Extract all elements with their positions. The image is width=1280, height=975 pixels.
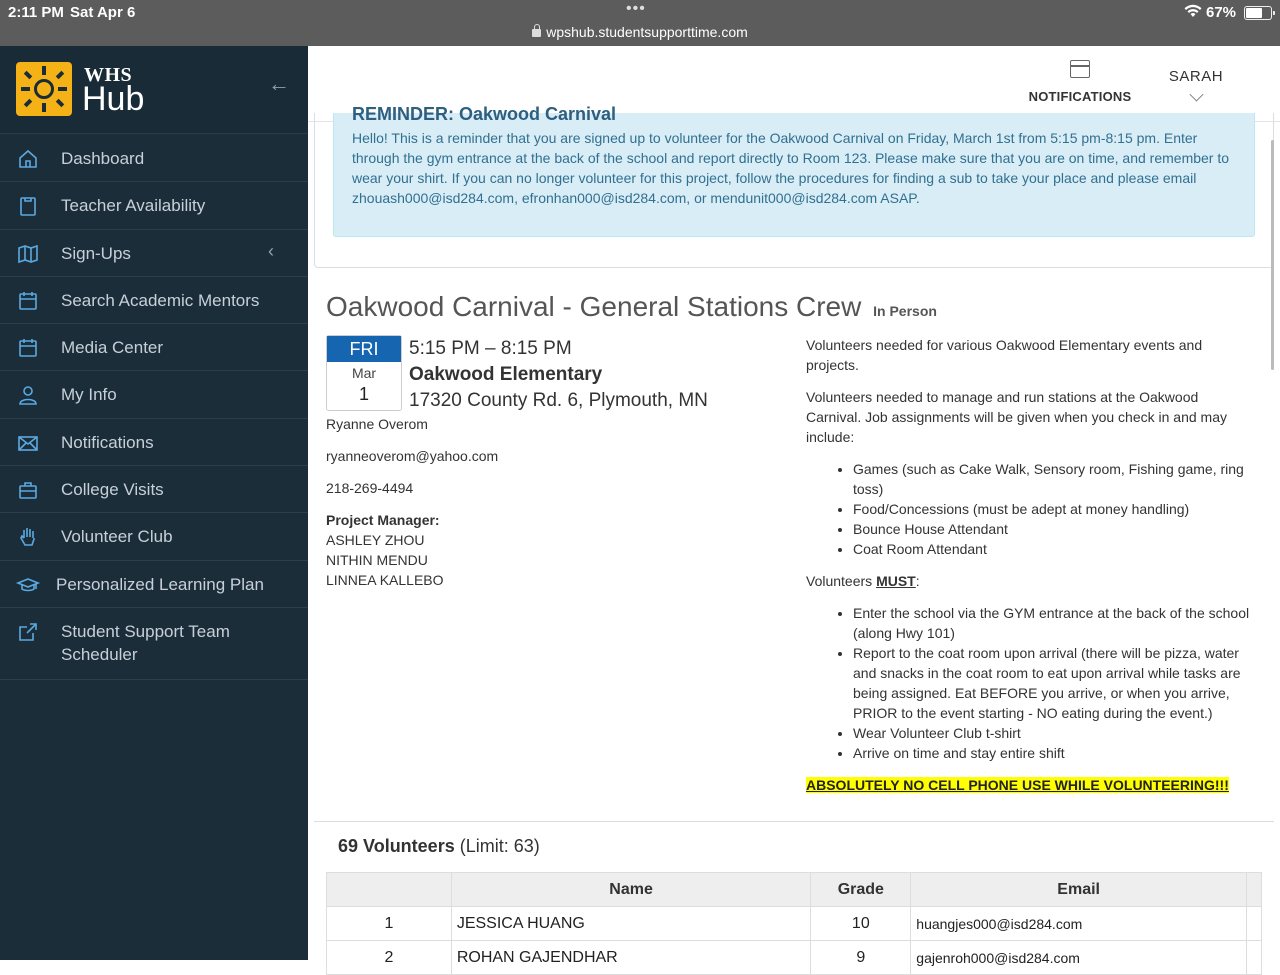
map-icon — [17, 243, 39, 265]
volunteer-count: 69 Volunteers — [338, 836, 455, 856]
project-manager-name: LINNEA KALLEBO — [326, 572, 444, 588]
sidebar-item-label: Dashboard — [61, 149, 145, 168]
briefcase-icon — [17, 479, 39, 501]
project-manager-name: NITHIN MENDU — [326, 552, 428, 568]
row-number: 2 — [327, 941, 452, 975]
sidebar-item-label: Personalized Learning Plan — [56, 574, 264, 594]
must-word: MUST — [876, 573, 916, 589]
status-date: Sat Apr 6 — [70, 4, 136, 21]
sidebar-item-sign-ups[interactable] — [0, 230, 308, 277]
sidebar-item-student-support-team-scheduler[interactable] — [0, 608, 308, 680]
calendar-icon — [17, 290, 39, 312]
event-description — [806, 335, 1256, 807]
volunteer-name: JESSICA HUANG — [451, 907, 811, 941]
brand — [0, 46, 308, 134]
sidebar-item-notifications[interactable] — [0, 419, 308, 466]
table-scroll-gutter — [1247, 873, 1262, 907]
event-tag: In Person — [873, 303, 937, 319]
list-item: • Arrive on time and stay entire shift — [853, 743, 1256, 763]
sidebar-item-label: Teacher Availability — [61, 196, 206, 216]
sidebar-item-label: Notifications — [61, 432, 154, 452]
description-paragraph: Volunteers needed for various Oakwood Elementary events and projects. — [806, 337, 1203, 373]
event-address: 17320 County Rd. 6, Plymouth, MN — [409, 390, 708, 411]
sidebar-item-college-visits[interactable] — [0, 466, 308, 513]
sidebar-item-my-info[interactable] — [0, 371, 308, 418]
table-row[interactable] — [327, 907, 1262, 941]
sidebar-item-personalized-learning-plan[interactable] — [0, 561, 308, 608]
hand-icon — [17, 526, 39, 548]
volunteer-name: ROHAN GAJENDHAR — [451, 941, 811, 975]
event-title — [326, 291, 937, 323]
list-item: • Report to the coat room upon arrival (there will be pizza, water and snacks in the coat room to eat upon arrival while tasks are being assigned. Eat BEFORE you arrive, or when you arrive, PRIOR to the event starting - NO eating during the event.) — [853, 643, 1256, 723]
rules-list — [806, 603, 1256, 763]
list-item: • Enter the school via the GYM entrance at the back of the school (along Hwy 101) — [853, 603, 1256, 643]
column-header-number[interactable] — [327, 873, 452, 907]
table-row[interactable] — [327, 941, 1262, 975]
sidebar-item-search-academic-mentors[interactable] — [0, 277, 308, 324]
volunteer-limit: (Limit: 63) — [459, 836, 540, 856]
clipboard-icon — [17, 195, 39, 217]
brand-line2: Hub — [82, 80, 145, 118]
column-header-grade[interactable]: Grade — [811, 873, 911, 907]
date-badge — [326, 335, 402, 411]
main-content — [308, 104, 1280, 966]
battery-fill — [1246, 8, 1262, 18]
graduation-cap-icon — [17, 574, 39, 596]
project-manager-label: Project Manager: — [326, 512, 440, 528]
contact-email[interactable]: ryanneoverom@yahoo.com — [326, 448, 499, 464]
sidebar-nav — [0, 135, 308, 680]
must-suffix: : — [915, 573, 920, 589]
sidebar-item-media-center[interactable] — [0, 324, 308, 371]
event-title-text: Oakwood Carnival - General Stations Crew — [326, 291, 862, 322]
project-manager-name: ASHLEY ZHOU — [326, 532, 425, 548]
must-prefix: Volunteers — [806, 573, 877, 589]
address-bar[interactable] — [0, 24, 1280, 40]
list-item: • Food/Concessions (must be adept at money handling) — [853, 499, 1256, 519]
list-item: • Coat Room Attendant — [853, 539, 1256, 559]
sidebar-item-teacher-availability[interactable] — [0, 182, 308, 229]
reminder-card — [314, 104, 1274, 268]
wifi-icon — [1184, 4, 1202, 21]
event-location: Oakwood Elementary — [409, 364, 603, 385]
user-menu[interactable] — [1166, 68, 1226, 100]
reminder-alert — [333, 104, 1255, 237]
sidebar-item-label: Search Academic Mentors — [61, 290, 260, 310]
page-scrollbar[interactable] — [1271, 140, 1274, 370]
calendar-icon — [1070, 60, 1090, 78]
external-link-icon — [17, 621, 39, 643]
volunteer-grade: 9 — [811, 941, 911, 975]
url-text: wpshub.studentsupporttime.com — [546, 24, 748, 40]
sidebar-item-label: Sign-Ups — [61, 243, 131, 263]
table-header-row — [327, 873, 1262, 907]
event-time: 5:15 PM – 8:15 PM — [409, 338, 572, 359]
date-day: 1 — [358, 384, 369, 404]
lock-icon — [532, 29, 541, 37]
date-dow: FRI — [327, 336, 401, 362]
sidebar — [0, 46, 308, 960]
volunteer-email: gajenroh000@isd284.com — [911, 941, 1247, 975]
sidebar-item-dashboard[interactable] — [0, 135, 308, 182]
must-heading — [806, 571, 1256, 591]
sidebar-item-label: Student Support Team Scheduler — [61, 621, 230, 664]
status-bar — [0, 0, 1280, 46]
sidebar-item-label: Volunteer Club — [61, 527, 173, 547]
user-name: SARAH — [1168, 68, 1224, 85]
notifications-label: NOTIFICATIONS — [1028, 89, 1132, 104]
battery-icon — [1244, 6, 1272, 20]
list-item: • Wear Volunteer Club t-shirt — [853, 723, 1256, 743]
column-header-email[interactable]: Email — [911, 873, 1247, 907]
contact-name: Ryanne Overom — [326, 416, 428, 432]
multitask-dots-icon[interactable]: ••• — [626, 0, 646, 17]
home-icon — [17, 148, 39, 170]
user-icon — [17, 384, 39, 406]
sidebar-item-label: Media Center — [61, 338, 164, 358]
table-scroll-gutter — [1247, 907, 1262, 941]
column-header-name[interactable]: Name — [451, 873, 811, 907]
warning-banner: ABSOLUTELY NO CELL PHONE USE WHILE VOLUNTEERING!!! — [806, 777, 1229, 793]
brand-line1: WHS — [84, 64, 133, 86]
chevron-down-icon — [1189, 87, 1203, 101]
date-month: Mar — [351, 365, 377, 381]
volunteers-section — [314, 821, 1274, 966]
list-item: • Bounce House Attendant — [853, 519, 1256, 539]
sun-logo-icon[interactable] — [16, 62, 72, 116]
volunteer-email: huangjes000@isd284.com — [911, 907, 1247, 941]
chevron-left-icon[interactable]: ‹ — [268, 240, 274, 261]
contact-phone[interactable]: 218-269-4494 — [326, 480, 414, 496]
envelope-icon — [17, 432, 39, 454]
sidebar-item-label: College Visits — [61, 480, 164, 500]
reminder-body: Hello! This is a reminder that you are signed up to volunteer for the Oakwood Carnival on Friday, March 1st from 5:15 pm-8:15 pm. Enter through the gym entrance at the back of the school and report directly to Room 123. Please make sure that you are on time, and remember to wear your shirt. If you can no longer volunteer for this project, follow the procedures for finding a sub to take your place and please email zhouash000@isd284.com, efronhan000@isd284.com, or mendunit000@isd284.com ASAP. — [352, 130, 1230, 206]
notifications-button[interactable] — [1028, 60, 1132, 104]
table-scroll-gutter — [1247, 941, 1262, 975]
calendar-icon — [17, 337, 39, 359]
sidebar-item-label: My Info — [61, 385, 117, 405]
status-time: 2:11 PM — [8, 4, 64, 21]
volunteers-table — [326, 872, 1262, 975]
job-list — [806, 459, 1256, 559]
description-paragraph: Volunteers needed to manage and run stations at the Oakwood Carnival. Job assignments will be given when you check in and may include: — [806, 389, 1227, 445]
list-item: • Games (such as Cake Walk, Sensory room, Fishing game, ring toss) — [853, 459, 1256, 499]
arrow-left-icon[interactable]: ← — [268, 71, 290, 96]
volunteer-grade: 10 — [811, 907, 911, 941]
battery-percent: 67% — [1206, 4, 1237, 21]
row-number: 1 — [327, 907, 452, 941]
sidebar-item-volunteer-club[interactable] — [0, 513, 308, 560]
volunteers-heading — [338, 836, 540, 857]
reminder-title: REMINDER: Oakwood Carnival — [352, 104, 617, 124]
